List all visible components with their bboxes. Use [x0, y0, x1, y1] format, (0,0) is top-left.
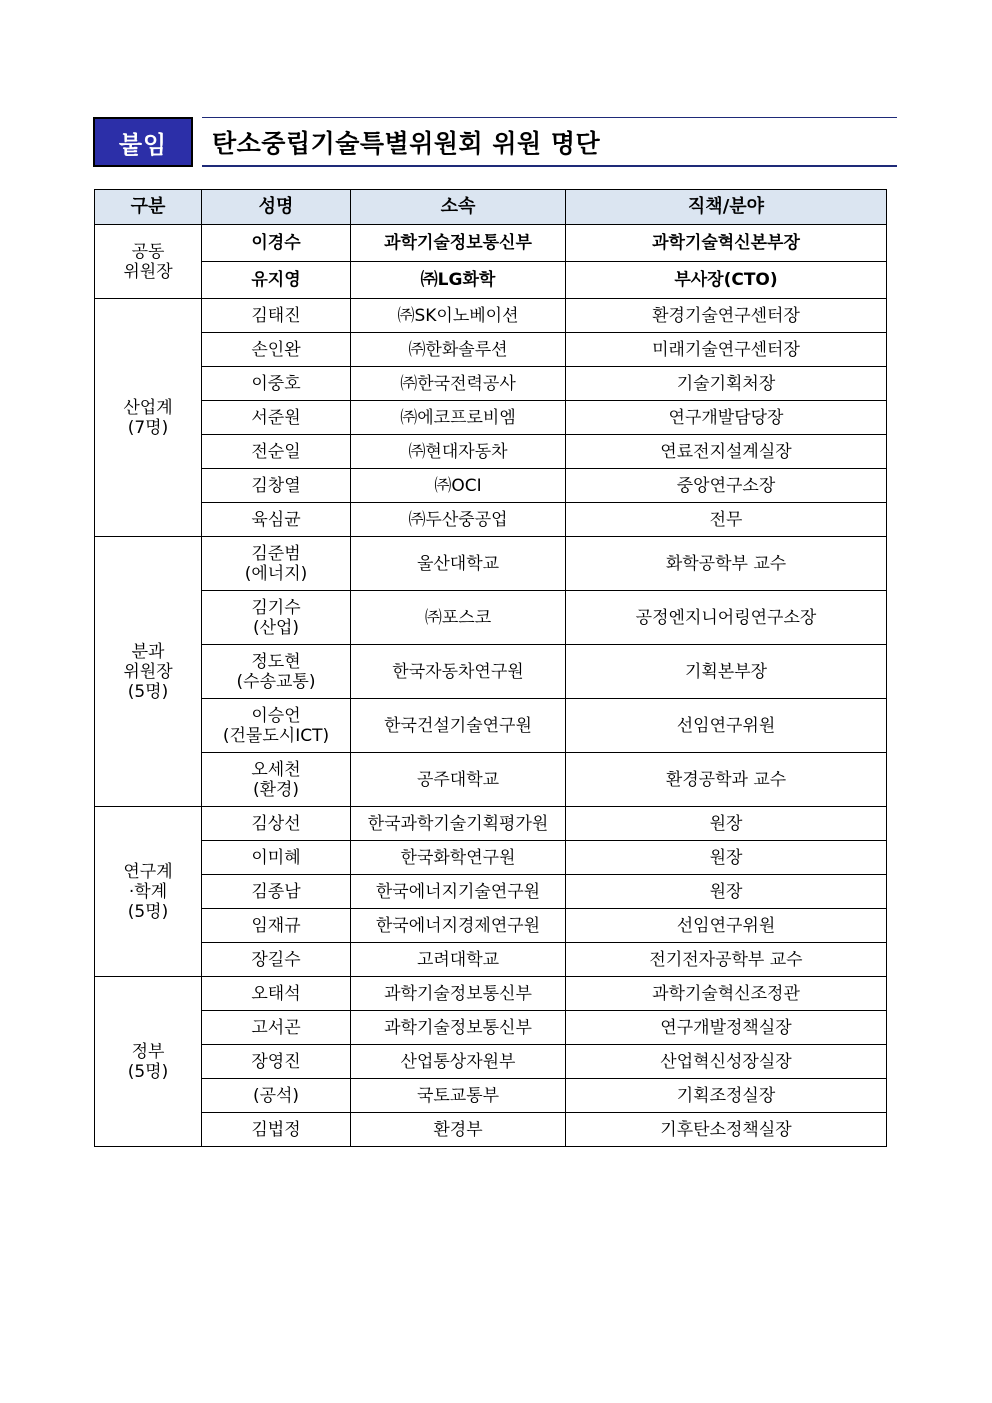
table-row	[95, 943, 887, 977]
member-name-cell	[202, 299, 351, 333]
position-cell: 연료전지설계실장	[566, 435, 887, 469]
member-subcommittee: (에너지)	[244, 563, 308, 584]
table-row	[95, 753, 887, 807]
category-label-line: 정부	[131, 1041, 165, 1062]
position-cell: 기획조정실장	[566, 1079, 887, 1113]
member-name: 오세천	[251, 759, 301, 780]
category-cell	[95, 299, 202, 537]
affiliation-cell: 과학기술정보통신부	[351, 225, 566, 262]
category-cell	[95, 977, 202, 1147]
member-name: 유지영	[251, 270, 301, 290]
position-cell: 기후탄소정책실장	[566, 1113, 887, 1147]
member-name: 이경수	[251, 233, 301, 253]
table-row	[95, 435, 887, 469]
member-name: 이승언	[251, 705, 301, 726]
position-cell: 원장	[566, 841, 887, 875]
affiliation-cell: 한국과학기술기획평가원	[351, 807, 566, 841]
column-header-affiliation: 소속	[351, 190, 566, 225]
affiliation-cell: 한국화학연구원	[351, 841, 566, 875]
table-row	[95, 401, 887, 435]
position-cell: 미래기술연구센터장	[566, 333, 887, 367]
position-cell: 중앙연구소장	[566, 469, 887, 503]
affiliation-cell: ㈜LG화학	[351, 262, 566, 299]
member-name: 전순일	[251, 441, 301, 462]
table-row	[95, 503, 887, 537]
table-row	[95, 1113, 887, 1147]
table-row	[95, 909, 887, 943]
position-cell: 환경기술연구센터장	[566, 299, 887, 333]
position-cell: 전기전자공학부 교수	[566, 943, 887, 977]
member-name: 오태석	[251, 983, 301, 1004]
member-name: 김태진	[251, 305, 301, 326]
table-header-row	[95, 190, 887, 225]
position-cell: 과학기술혁신조정관	[566, 977, 887, 1011]
affiliation-cell: ㈜현대자동차	[351, 435, 566, 469]
member-name: 김기수	[251, 597, 301, 618]
member-name-cell	[202, 333, 351, 367]
member-name-cell	[202, 1045, 351, 1079]
position-cell: 원장	[566, 807, 887, 841]
member-name-cell	[202, 1079, 351, 1113]
position-cell: 산업혁신성장실장	[566, 1045, 887, 1079]
position-cell: 선임연구위원	[566, 909, 887, 943]
member-subcommittee: (건물도시ICT)	[222, 725, 330, 746]
member-name: 이중호	[251, 373, 301, 394]
member-name-cell	[202, 503, 351, 537]
category-label-line: 분과	[131, 641, 165, 662]
affiliation-cell: 한국에너지경제연구원	[351, 909, 566, 943]
member-subcommittee: (수송교통)	[236, 671, 316, 692]
member-name-cell	[202, 909, 351, 943]
member-name-cell	[202, 469, 351, 503]
position-cell: 공정엔지니어링연구소장	[566, 591, 887, 645]
member-name-cell	[202, 699, 351, 753]
category-label-line: 공동	[131, 241, 165, 262]
affiliation-cell: 과학기술정보통신부	[351, 977, 566, 1011]
member-name-cell	[202, 1011, 351, 1045]
affiliation-cell: ㈜두산중공업	[351, 503, 566, 537]
table-row	[95, 807, 887, 841]
position-cell: 화학공학부 교수	[566, 537, 887, 591]
table-row	[95, 591, 887, 645]
member-name: 임재규	[251, 915, 301, 936]
member-name-cell	[202, 435, 351, 469]
member-name: 이미혜	[251, 847, 301, 868]
affiliation-cell: 고려대학교	[351, 943, 566, 977]
table-row	[95, 262, 887, 299]
member-subcommittee: (환경)	[252, 779, 300, 800]
position-cell: 전무	[566, 503, 887, 537]
affiliation-cell: 환경부	[351, 1113, 566, 1147]
affiliation-cell: ㈜포스코	[351, 591, 566, 645]
member-subcommittee: (산업)	[252, 617, 300, 638]
category-label-line: 연구계	[123, 861, 173, 882]
member-name-cell	[202, 1113, 351, 1147]
position-cell: 환경공학과 교수	[566, 753, 887, 807]
affiliation-cell: 산업통상자원부	[351, 1045, 566, 1079]
category-cell	[95, 225, 202, 299]
category-label-line: (5명)	[127, 681, 169, 702]
table-row	[95, 977, 887, 1011]
member-name: 김창열	[251, 475, 301, 496]
position-cell: 원장	[566, 875, 887, 909]
member-name: 김법정	[251, 1119, 301, 1140]
document-title: 탄소중립기술특별위원회 위원 명단	[202, 117, 897, 167]
affiliation-cell: 국토교통부	[351, 1079, 566, 1113]
position-cell: 연구개발정책실장	[566, 1011, 887, 1045]
affiliation-cell: ㈜OCI	[351, 469, 566, 503]
column-header-position: 직책/분야	[566, 190, 887, 225]
position-cell: 과학기술혁신본부장	[566, 225, 887, 262]
category-cell	[95, 807, 202, 977]
member-name: 정도현	[251, 651, 301, 672]
member-name-cell	[202, 753, 351, 807]
category-label-line: 산업계	[123, 397, 173, 418]
column-header-category: 구분	[95, 190, 202, 225]
member-name: 김종남	[251, 881, 301, 902]
member-name-cell	[202, 591, 351, 645]
category-label-line: ·학계	[128, 881, 168, 902]
table-row	[95, 333, 887, 367]
document-title-bar	[93, 117, 897, 167]
member-name-cell	[202, 537, 351, 591]
member-name-cell	[202, 401, 351, 435]
table-row	[95, 469, 887, 503]
category-label-line: (7명)	[127, 417, 169, 438]
position-cell: 연구개발담당장	[566, 401, 887, 435]
member-name-cell	[202, 367, 351, 401]
member-name: 장영진	[251, 1051, 301, 1072]
table-row	[95, 1011, 887, 1045]
table-row	[95, 299, 887, 333]
member-name: 손인완	[251, 339, 301, 360]
affiliation-cell: 한국자동차연구원	[351, 645, 566, 699]
affiliation-cell: ㈜SK이노베이션	[351, 299, 566, 333]
roster-body	[95, 225, 887, 1147]
member-name: 서준원	[251, 407, 301, 428]
table-row	[95, 1079, 887, 1113]
category-cell	[95, 537, 202, 807]
affiliation-cell: ㈜한국전력공사	[351, 367, 566, 401]
affiliation-cell: 한국건설기술연구원	[351, 699, 566, 753]
member-name: 김상선	[251, 813, 301, 834]
table-row	[95, 1045, 887, 1079]
category-label-line: (5명)	[127, 1061, 169, 1082]
category-label-line: (5명)	[127, 901, 169, 922]
member-name: (공석)	[252, 1085, 300, 1106]
member-name: 김준범	[251, 543, 301, 564]
attachment-badge: 붙임	[93, 117, 193, 167]
member-name: 고서곤	[251, 1017, 301, 1038]
table-row	[95, 537, 887, 591]
affiliation-cell: 울산대학교	[351, 537, 566, 591]
table-row	[95, 367, 887, 401]
member-name-cell	[202, 807, 351, 841]
column-header-name: 성명	[202, 190, 351, 225]
category-label-line: 위원장	[123, 261, 173, 282]
table-row	[95, 225, 887, 262]
table-row	[95, 645, 887, 699]
member-name: 육심균	[251, 509, 301, 530]
affiliation-cell: 공주대학교	[351, 753, 566, 807]
position-cell: 기술기획처장	[566, 367, 887, 401]
affiliation-cell: ㈜에코프로비엠	[351, 401, 566, 435]
table-row	[95, 699, 887, 753]
affiliation-cell: 과학기술정보통신부	[351, 1011, 566, 1045]
table-row	[95, 841, 887, 875]
member-name-cell	[202, 262, 351, 299]
member-name-cell	[202, 645, 351, 699]
affiliation-cell: 한국에너지기술연구원	[351, 875, 566, 909]
position-cell: 부사장(CTO)	[566, 262, 887, 299]
member-name: 장길수	[251, 949, 301, 970]
category-label-line: 위원장	[123, 661, 173, 682]
position-cell: 기획본부장	[566, 645, 887, 699]
member-name-cell	[202, 943, 351, 977]
member-name-cell	[202, 841, 351, 875]
position-cell: 선임연구위원	[566, 699, 887, 753]
committee-roster-table	[94, 189, 887, 1147]
member-name-cell	[202, 225, 351, 262]
member-name-cell	[202, 977, 351, 1011]
table-row	[95, 875, 887, 909]
member-name-cell	[202, 875, 351, 909]
affiliation-cell: ㈜한화솔루션	[351, 333, 566, 367]
